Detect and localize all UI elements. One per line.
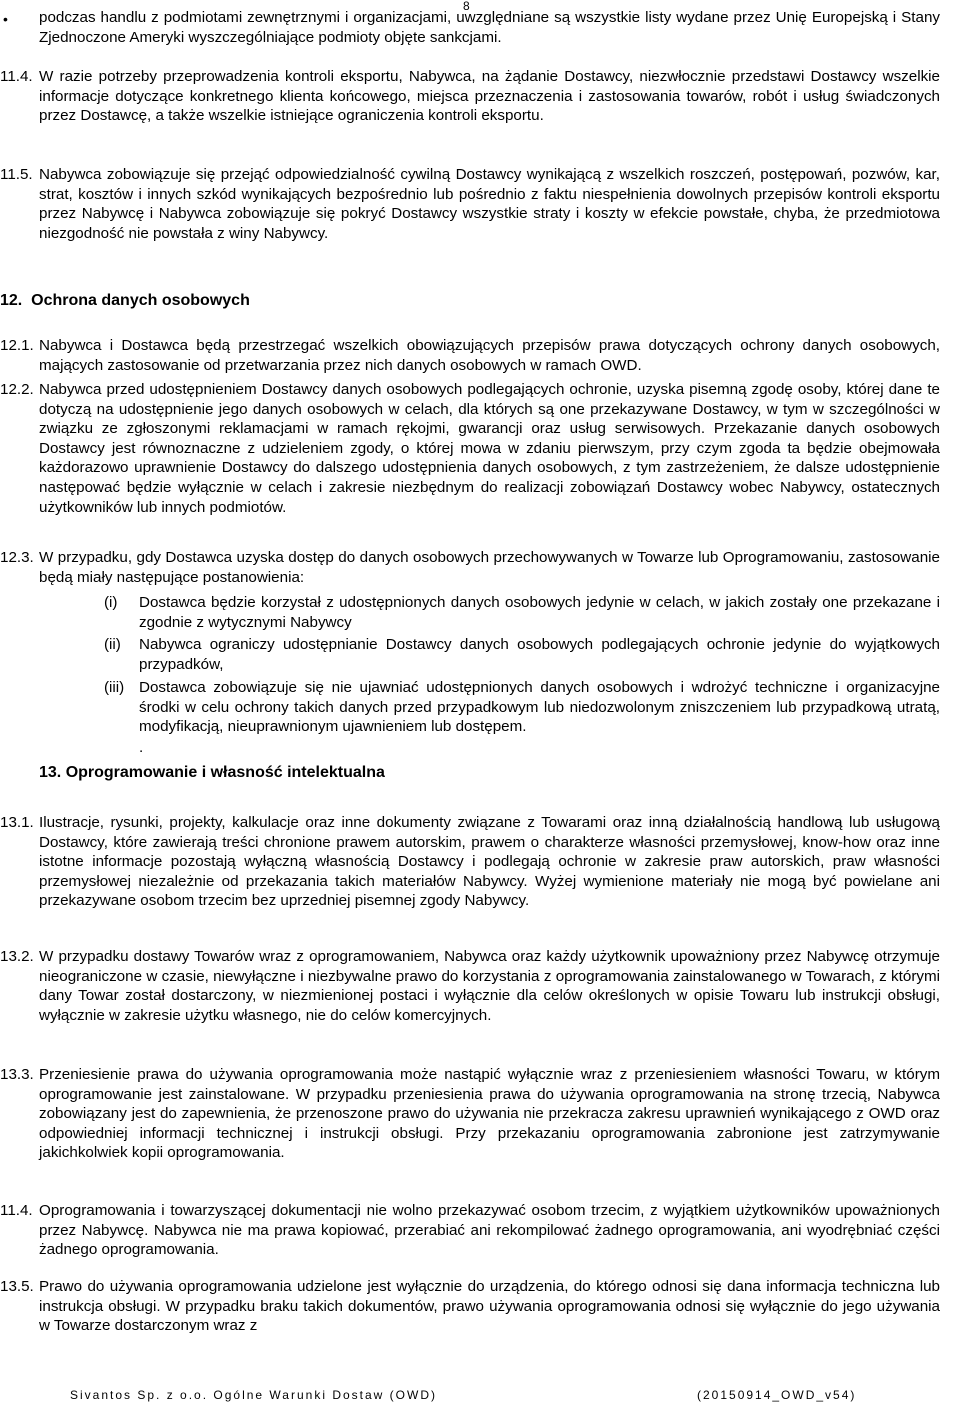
list-item-text: Nabywca ograniczy udostępnianie Dostawcy danych osobowych podlegających ochronie jedynie do wyjątkowych przypadków, xyxy=(139,636,940,673)
clause-text: Nabywca przed udostępnieniem Dostawcy danych osobowych podlegających ochronie, uzyska pisemną zgodę osoby, której dane te dotyczą na udostępnienie jego danych osobowych w celach, dla których są one przekazywane Dostawcy, w tym w szczególności w związku ze zgłoszonymi reklamacjami w ramach rękojmi, gwarancji oraz usług serwisowych. Przekazanie danych osobowych Dostawcy jest równoznaczne z udzieleniem zgody, o której mowa w zdaniu pierwszym, przy czym zgoda ta będzie obejmowała każdorazowo uprawnienie Dostawcy do dalszego udostępnienia danych osobowych, z tym zastrzeżeniem, że dalsze udostępnienie następować będzie wyłącznie w celach i zakresie niezbędnym do realizacji zobowiązań Dostawcy wobec Nabywcy, ostatecznych użytkowników lub innych podmiotów. xyxy=(39,381,940,516)
clause-text: W przypadku, gdy Dostawca uzyska dostęp do danych osobowych przechowywanych w Towarze lub Oprogramowaniu, zastosowanie będą miały następujące postanowienia: xyxy=(39,549,940,586)
list-item-text: Dostawca będzie korzystał z udostępnionych danych osobowych jedynie w celach, w jakich zostały one przekazane i zgodnie z wytycznymi Nabywcy xyxy=(139,594,940,631)
clause-number: 12.1. xyxy=(0,337,34,354)
list-item-text: Dostawca zobowiązuje się nie ujawniać udostępnionych danych osobowych i wdrożyć techniczne i organizacyjne środki w celu ochrony takich danych przed przypadkowym lub niedozwolonym zniszczeniem lub przypadkową utratą, modyfikacją, nieuprawnionym ujawnieniem lub dostępem. xyxy=(139,679,940,736)
clause-text: W przypadku dostawy Towarów wraz z oprogramowaniem, Nabywca oraz każdy użytkownik upoważniony przez Nabywcę otrzymuje nieograniczone w czasie, niewyłączne i niezbywalne prawo do korzystania z oprogramowania zainstalowanego w Towarach, z którymi dany Towar został dostarczony, w niezmienionej postaci i wyłącznie dla celów określonych w opisie Towaru lub instrukcji obsługi, wyłącznie w zakresie użytku własnego, nie do celów komercyjnych. xyxy=(39,948,940,1024)
trailing-dot-text: . xyxy=(139,739,144,756)
bullet-paragraph-text: podczas handlu z podmiotami zewnętrznymi i organizacjami, uwzględniane są wszystkie listy wydane przez Unię Europejską i Stany Zjednoczone Ameryki wyszczególniające podmioty objęte sankcjami. xyxy=(39,9,940,46)
clause-number: 13.1. xyxy=(0,814,34,831)
clause-number: 13.5. xyxy=(0,1278,34,1295)
list-item-number: (i) xyxy=(104,594,118,611)
clause-text: Nabywca i Dostawca będą przestrzegać wszelkich obowiązujących przepisów prawa dotyczących ochrony danych osobowych, mających zastosowanie od przetwarzania przez nich danych osobowych w ramach OWD. xyxy=(39,337,940,374)
clause-text: W razie potrzeby przeprowadzenia kontroli eksportu, Nabywca, na żądanie Dostawcy, niezwłocznie przedstawi Dostawcy wszelkie informacje dotyczące konkretnego klienta końcowego, miejsca przeznaczenia i zastosowania towarów, robót i usług świadczonych przez Dostawcę, a także wszelkie istniejące ograniczenia kontroli eksportu. xyxy=(39,68,940,125)
clause-number: 11.4. xyxy=(0,1202,33,1219)
footer-document-version: (20150914_OWD_v54) xyxy=(697,1388,857,1402)
clause-number: 12.3. xyxy=(0,549,34,566)
clause-text: Nabywca zobowiązuje się przejąć odpowiedzialność cywilną Dostawcy wynikającą z wszelkich roszczeń, postępowań, pozwów, kar, strat, kosztów i innych szkód wynikających bezpośrednio lub pośrednio z faktu niespełnienia dowolnych przepisów kontroli eksportu przez Nabywcę i Nabywca zobowiązuje się pokryć Dostawcy wszystkie straty i koszty w efekcie powstałe, chyba, że przedmiotowa niezgodność nie powstała z winy Nabywcy. xyxy=(39,166,940,242)
clause-number: 11.5. xyxy=(0,166,33,183)
clause-number: 11.4. xyxy=(0,68,33,85)
clause-text: Oprogramowania i towarzyszącej dokumentacji nie wolno przekazywać osobom trzecim, z wyjątkiem użytkowników upoważnionych przez Nabywcę. Nabywca nie ma prawa kopiować, przerabiać ani rekompilować żadnego oprogramowania, ani wyodrębniać części żadnego oprogramowania. xyxy=(39,1202,940,1259)
list-item-number: (ii) xyxy=(104,636,121,653)
clause-number: 12.2. xyxy=(0,381,34,398)
clause-number: 13.3. xyxy=(0,1066,34,1083)
bullet-icon: • xyxy=(3,11,8,27)
footer-company: Sivantos Sp. z o.o. Ogólne Warunki Dostaw (OWD) xyxy=(70,1388,437,1402)
section-heading-13: 13. Oprogramowanie i własność intelektualna xyxy=(39,764,385,781)
clause-text: Ilustracje, rysunki, projekty, kalkulacje oraz inne dokumenty związane z Towarami oraz inną działalnością handlową lub usługową Dostawcy, które zawierają treści chronione prawem autorskim, prawem o charakterze własności przemysłowej, know-how oraz inne istotne informacje pozostają wyłączną własnością Dostawcy i podlegają ochronie w zakresie praw autorskich, praw własności przemysłowej niezależnie od przekazania takich materiałów Nabywcy. Wyżej wymienione materiały nie mogą być powielane ani przekazywane osobom trzecim bez uprzedniej pisemnej zgody Nabywcy. xyxy=(39,814,940,910)
list-item-number: (iii) xyxy=(104,679,125,696)
clause-text: Przeniesienie prawa do używania oprogramowania może nastąpić wyłącznie wraz z przeniesieniem własności Towaru, w którym oprogramowanie jest zainstalowane. W przypadku przeniesienia prawa do używania oprogramowania na stronę trzecią, Nabywca zobowiązany jest do zapewnienia, że przenoszone prawo do używania nie przekracza zakresu uprawnień wynikającego z OWD oraz odpowiedniej informacji technicznej i instrukcji obsługi. Przy przekazaniu oprogramowania zabronione jest zatrzymywanie jakichkolwiek kopii oprogramowania. xyxy=(39,1066,940,1162)
section-heading-12: 12. Ochrona danych osobowych xyxy=(0,292,250,309)
clause-number: 13.2. xyxy=(0,948,34,965)
page-number: 8 xyxy=(463,0,470,13)
clause-text: Prawo do używania oprogramowania udzielone jest wyłącznie do urządzenia, do którego odnosi się dana informacja techniczna lub instrukcja obsługi. W przypadku braku takich dokumentów, prawo używania oprogramowania odnosi się wyłącznie do jego używania w Towarze dostarczonym wraz z xyxy=(39,1278,940,1335)
